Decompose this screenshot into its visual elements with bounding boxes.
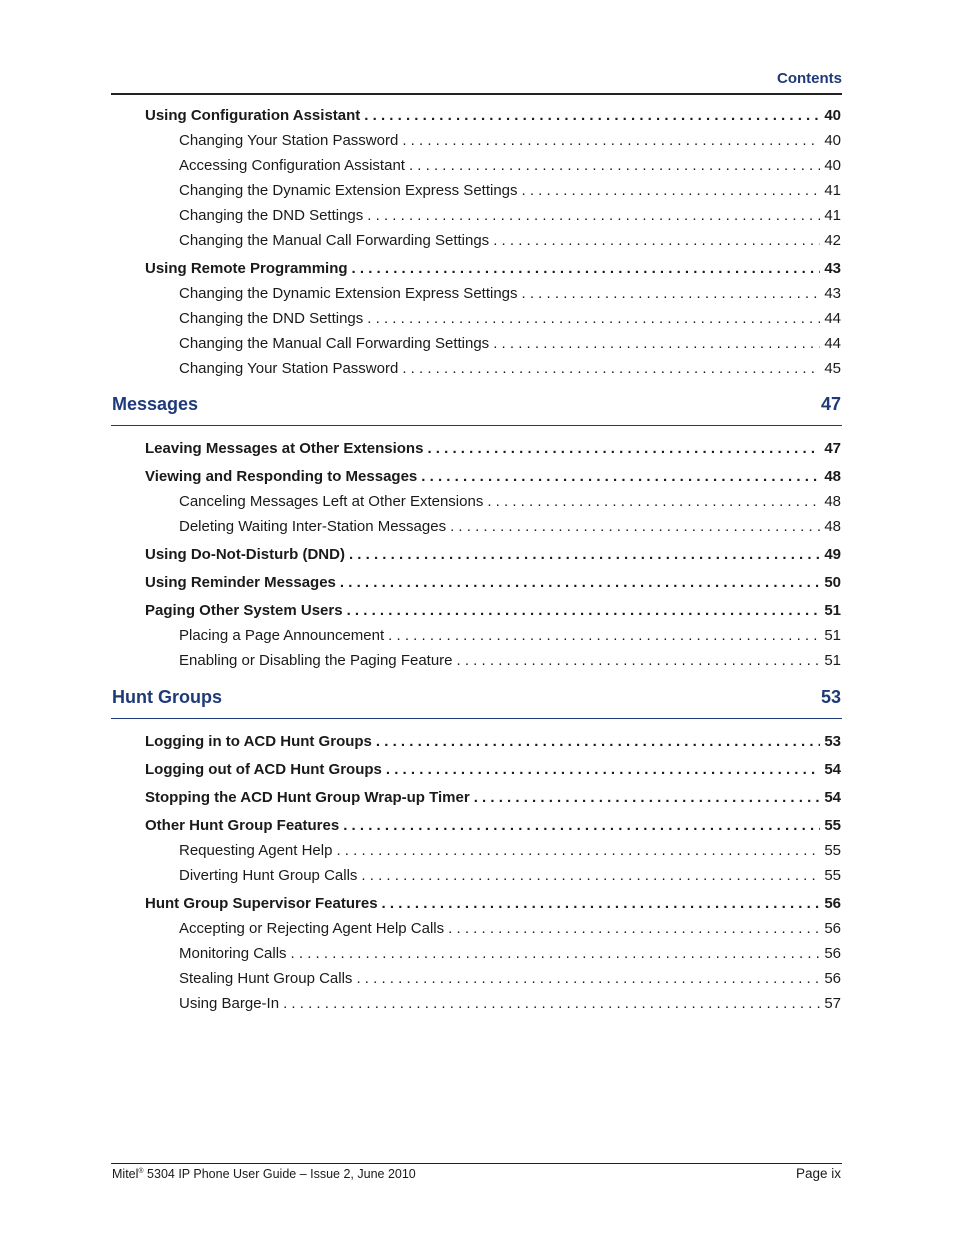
toc-entry-page: 50: [824, 574, 841, 591]
toc-entry-title: Changing the DND Settings: [179, 310, 364, 327]
toc-entry[interactable]: [145, 107, 841, 125]
dot-leader: [402, 360, 820, 378]
dot-leader: [382, 895, 821, 913]
toc-entry[interactable]: [145, 546, 841, 564]
toc-entry[interactable]: [179, 867, 841, 885]
toc-entry-title: Diverting Hunt Group Calls: [179, 867, 358, 884]
toc-entry-page: 40: [824, 157, 841, 174]
dot-leader: [386, 761, 820, 779]
dot-leader: [349, 546, 820, 564]
toc-entry-title: Using Remote Programming: [145, 260, 348, 277]
dot-leader: [367, 310, 820, 328]
dot-leader: [367, 207, 820, 225]
toc-entry-title: Using Reminder Messages: [145, 574, 336, 591]
dot-leader: [421, 468, 820, 486]
header-rule: [111, 93, 842, 95]
toc-entry-page: 57: [824, 995, 841, 1012]
toc-entry-title: Logging out of ACD Hunt Groups: [145, 761, 382, 778]
toc-entry-title: Paging Other System Users: [145, 602, 343, 619]
toc-entry[interactable]: [179, 652, 841, 670]
toc-entry[interactable]: [179, 920, 841, 938]
toc-entry-title: Requesting Agent Help: [179, 842, 333, 859]
toc-entry[interactable]: [179, 182, 841, 200]
toc-entry-page: 56: [824, 895, 841, 912]
toc-entry-page: 51: [824, 627, 841, 644]
toc-entry-title: Hunt Group Supervisor Features: [145, 895, 378, 912]
dot-leader: [487, 493, 820, 511]
toc-entry-page: 55: [824, 867, 841, 884]
toc-entry-title: Stealing Hunt Group Calls: [179, 970, 353, 987]
toc-entry[interactable]: [179, 207, 841, 225]
toc-entry-title: Changing the Manual Call Forwarding Settings: [179, 232, 490, 249]
toc-entry-title: Deleting Waiting Inter-Station Messages: [179, 518, 447, 535]
toc-entry-page: 55: [824, 817, 841, 834]
toc-entry-title: Other Hunt Group Features: [145, 817, 340, 834]
chapter-heading-hunt-groups[interactable]: [112, 687, 841, 708]
dot-leader: [450, 518, 820, 536]
dot-leader: [336, 842, 820, 860]
registered-mark: ®: [138, 1167, 144, 1175]
toc-entry-title: Changing the Dynamic Extension Express Settings: [179, 285, 518, 302]
toc-entry-title: Using Barge-In: [179, 995, 280, 1012]
dot-leader: [457, 652, 821, 670]
toc-entry-page: 40: [824, 107, 841, 124]
toc-entry-title: Changing Your Station Password: [179, 132, 399, 149]
header-contents-label: Contents: [777, 70, 842, 87]
toc-entry[interactable]: [179, 360, 841, 378]
chapter-page: 53: [820, 687, 841, 707]
toc-entry[interactable]: [179, 285, 841, 303]
toc-entry[interactable]: [179, 945, 841, 963]
dot-leader: [283, 995, 820, 1013]
chapter-page: 47: [820, 394, 841, 414]
toc-entry[interactable]: [179, 493, 841, 511]
toc-entry[interactable]: [145, 440, 841, 458]
toc-entry-title: Changing the Dynamic Extension Express Settings: [179, 182, 518, 199]
footer-rule: [111, 1163, 842, 1164]
toc-entry-page: 56: [824, 945, 841, 962]
toc-entry-page: 56: [824, 970, 841, 987]
toc-entry-page: 42: [824, 232, 841, 249]
toc-entry-title: Placing a Page Announcement: [179, 627, 385, 644]
chapter-rule: [111, 425, 842, 426]
toc-entry-page: 48: [824, 468, 841, 485]
footer-doc-info: 5304 IP Phone User Guide – Issue 2, June 2010: [143, 1167, 416, 1181]
dot-leader: [402, 132, 820, 150]
toc-entry-page: 44: [824, 310, 841, 327]
toc-entry[interactable]: [145, 789, 841, 807]
footer-document-title: [112, 1167, 416, 1181]
toc-entry-page: 54: [824, 789, 841, 806]
toc-entry-title: Viewing and Responding to Messages: [145, 468, 418, 485]
dot-leader: [340, 574, 820, 592]
dot-leader: [376, 733, 820, 751]
toc-entry-page: 51: [824, 652, 841, 669]
dot-leader: [347, 602, 821, 620]
toc-entry-title: Logging in to ACD Hunt Groups: [145, 733, 372, 750]
toc-entry[interactable]: [145, 574, 841, 592]
toc-entry[interactable]: [145, 468, 841, 486]
toc-entry-page: 40: [824, 132, 841, 149]
toc-entry-page: 43: [824, 285, 841, 302]
chapter-heading-messages[interactable]: [112, 394, 841, 415]
toc-entry[interactable]: [179, 157, 841, 175]
toc-entry[interactable]: [179, 335, 841, 353]
dot-leader: [448, 920, 820, 938]
dot-leader: [352, 260, 821, 278]
toc-entry-page: 43: [824, 260, 841, 277]
toc-entry[interactable]: [179, 970, 841, 988]
dot-leader: [493, 232, 820, 250]
footer-brand: Mitel: [112, 1167, 139, 1181]
dot-leader: [522, 182, 821, 200]
toc-entry[interactable]: [145, 733, 841, 751]
toc-entry[interactable]: [145, 817, 841, 835]
dot-leader: [522, 285, 821, 303]
toc-entry-page: 48: [824, 518, 841, 535]
toc-entry[interactable]: [179, 518, 841, 536]
dot-leader: [343, 817, 820, 835]
dot-leader: [361, 867, 820, 885]
toc-entry[interactable]: [179, 995, 841, 1013]
toc-entry-page: 45: [824, 360, 841, 377]
toc-entry[interactable]: [145, 260, 841, 278]
toc-entry[interactable]: [145, 761, 841, 779]
toc-entry-title: Using Do-Not-Disturb (DND): [145, 546, 345, 563]
toc-entry[interactable]: [179, 842, 841, 860]
dot-leader: [291, 945, 821, 963]
toc-entry-page: 41: [824, 182, 841, 199]
chapter-title: Messages: [112, 394, 199, 414]
toc-entry-title: Monitoring Calls: [179, 945, 287, 962]
dot-leader: [427, 440, 820, 458]
toc-entry-title: Accepting or Rejecting Agent Help Calls: [179, 920, 445, 937]
toc-entry-title: Using Configuration Assistant: [145, 107, 361, 124]
toc-entry-title: Changing the DND Settings: [179, 207, 364, 224]
toc-entry-page: 44: [824, 335, 841, 352]
toc-entry[interactable]: [179, 627, 841, 645]
toc-entry-title: Accessing Configuration Assistant: [179, 157, 405, 174]
toc-entry-page: 51: [824, 602, 841, 619]
toc-entry-title: Stopping the ACD Hunt Group Wrap-up Timer: [145, 789, 470, 806]
toc-entry[interactable]: [179, 310, 841, 328]
toc-entry-title: Leaving Messages at Other Extensions: [145, 440, 424, 457]
dot-leader: [356, 970, 820, 988]
chapter-rule: [111, 718, 842, 719]
toc-entry-title: Changing the Manual Call Forwarding Settings: [179, 335, 490, 352]
dot-leader: [409, 157, 820, 175]
toc-entry[interactable]: [179, 232, 841, 250]
chapter-title: Hunt Groups: [112, 687, 222, 707]
toc-entry-page: 49: [824, 546, 841, 563]
toc-entry-title: Canceling Messages Left at Other Extensions: [179, 493, 484, 510]
dot-leader: [474, 789, 821, 807]
toc-entry-title: Enabling or Disabling the Paging Feature: [179, 652, 453, 669]
toc-entry-page: 56: [824, 920, 841, 937]
toc-entry-title: Changing Your Station Password: [179, 360, 399, 377]
toc-entry-page: 54: [824, 761, 841, 778]
footer-page-number: Page ix: [795, 1166, 841, 1181]
toc-entry[interactable]: [179, 132, 841, 150]
toc-entry[interactable]: [145, 895, 841, 913]
toc-entry-page: 53: [824, 733, 841, 750]
toc-entry-page: 55: [824, 842, 841, 859]
toc-entry-page: 48: [824, 493, 841, 510]
dot-leader: [493, 335, 820, 353]
toc-entry[interactable]: [145, 602, 841, 620]
toc-entry-page: 41: [824, 207, 841, 224]
toc-entry-page: 47: [824, 440, 841, 457]
dot-leader: [388, 627, 820, 645]
dot-leader: [364, 107, 820, 125]
